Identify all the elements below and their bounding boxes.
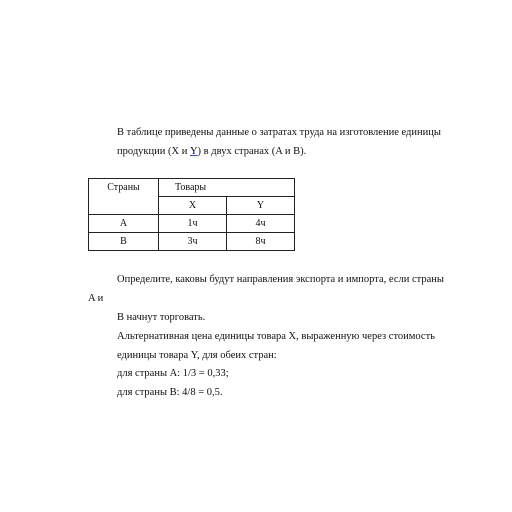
row-cost-x: 3ч [159,233,227,251]
row-country: A [89,215,159,233]
column-x: X [159,197,227,215]
row-cost-y: 4ч [227,215,295,233]
row-country: B [89,233,159,251]
header-countries: Страны [89,179,159,215]
table-header-row [89,179,295,197]
task-line-3: B начнут торговать. [117,312,206,323]
intro-line-2 [117,145,306,158]
task-line-1: Определите, каковы будут направления экспорта и импорта, если страны [117,274,444,285]
solution-line-2: единицы товара Y, для обеих стран: [117,350,277,361]
intro-line-2-start: продукции (X и [117,146,190,157]
header-goods: Товары [159,179,295,197]
intro-line-2-y: Y [189,146,198,157]
column-y: Y [227,197,295,215]
task-line-2: A и [88,293,104,304]
labor-cost-table [88,178,295,251]
intro-line-2-end: ) в двух странах (A и B). [197,146,307,157]
solution-line-3: для страны A: 1/3 = 0,33; [117,368,229,379]
table-row [89,215,295,233]
row-cost-y: 8ч [227,233,295,251]
row-cost-x: 1ч [159,215,227,233]
solution-line-4: для страны B: 4/8 = 0,5. [117,387,223,398]
solution-line-1: Альтернативная цена единицы товара X, выраженную через стоимость [117,331,435,342]
table-row [89,233,295,251]
intro-line-1: В таблице приведены данные о затратах труда на изготовление единицы [117,127,441,138]
